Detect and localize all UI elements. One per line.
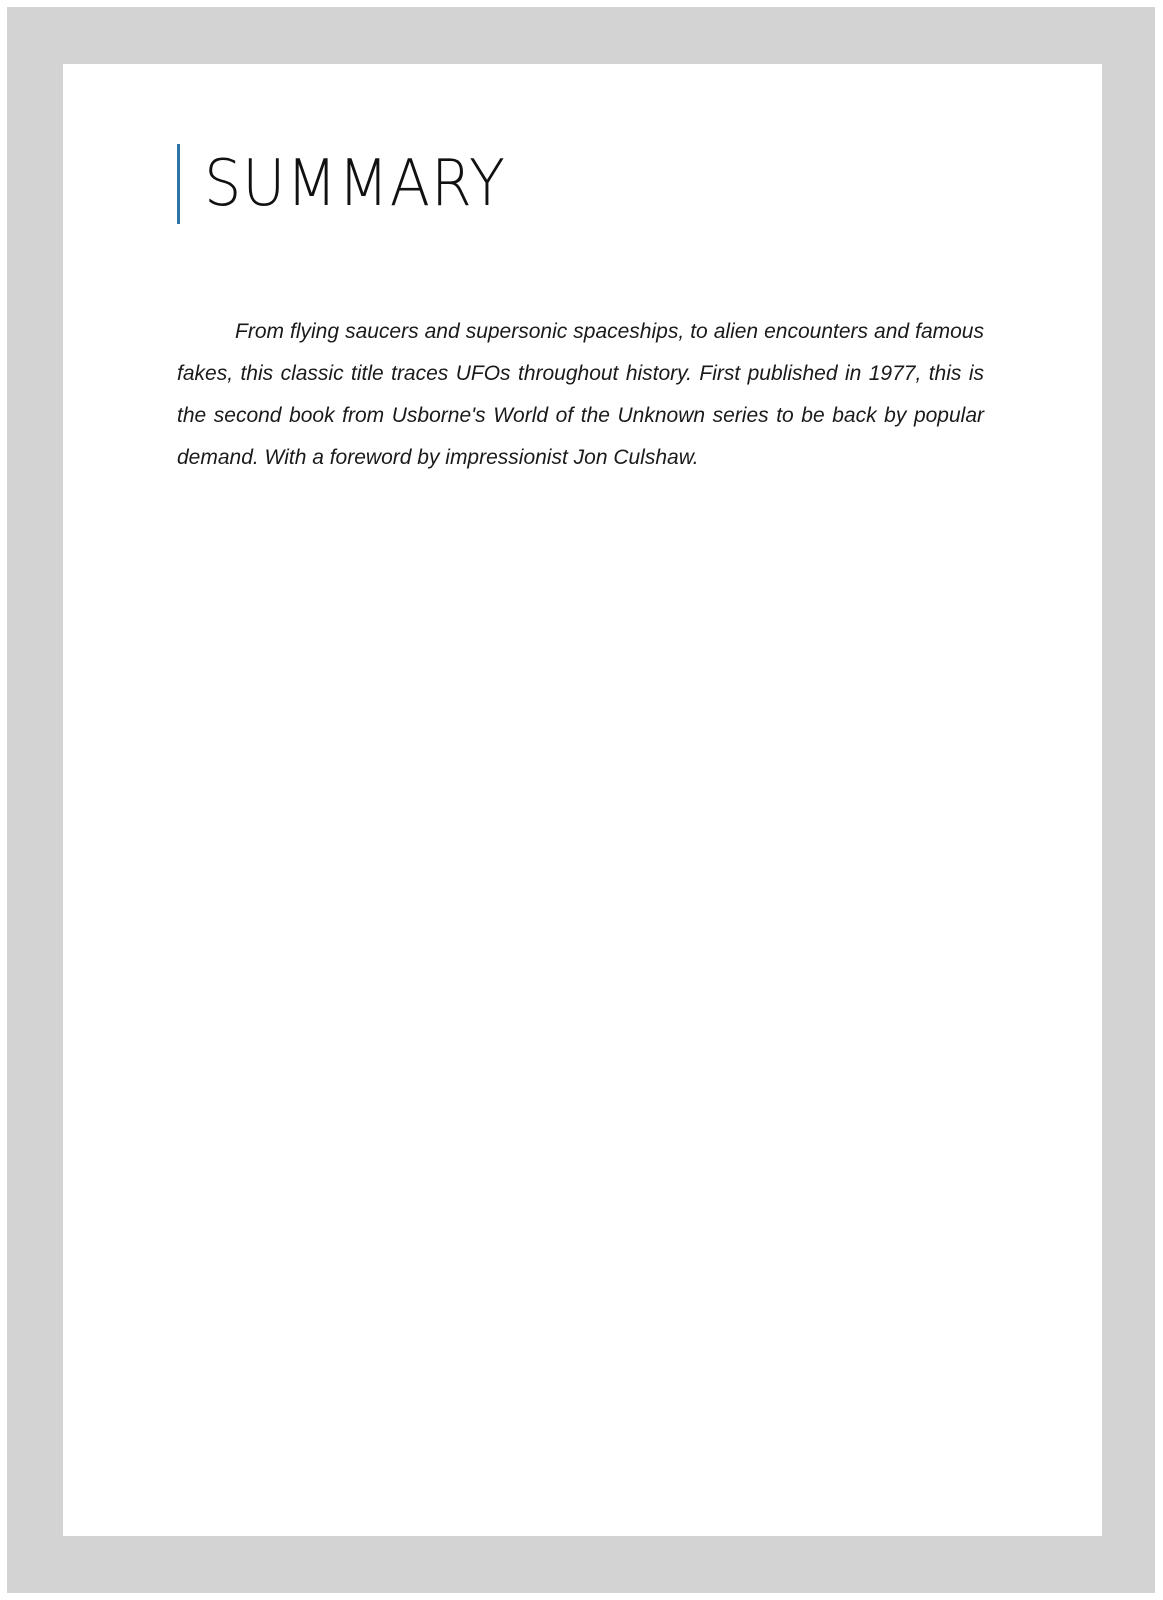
- page-title: SUMMARY: [204, 147, 506, 221]
- page-frame: [7, 7, 1155, 1593]
- summary-heading: [177, 144, 532, 224]
- document-page: [63, 64, 1102, 1536]
- summary-paragraph: From flying saucers and supersonic spaceships, to alien encounters and famous fakes, this classic title traces UFOs throughout history. First published in 1977, this is the second book from Usborne's World of the Unknown series to be back by popular demand. With a foreword by impressionist Jon Culshaw.: [177, 320, 984, 469]
- heading-accent-bar: [177, 144, 180, 224]
